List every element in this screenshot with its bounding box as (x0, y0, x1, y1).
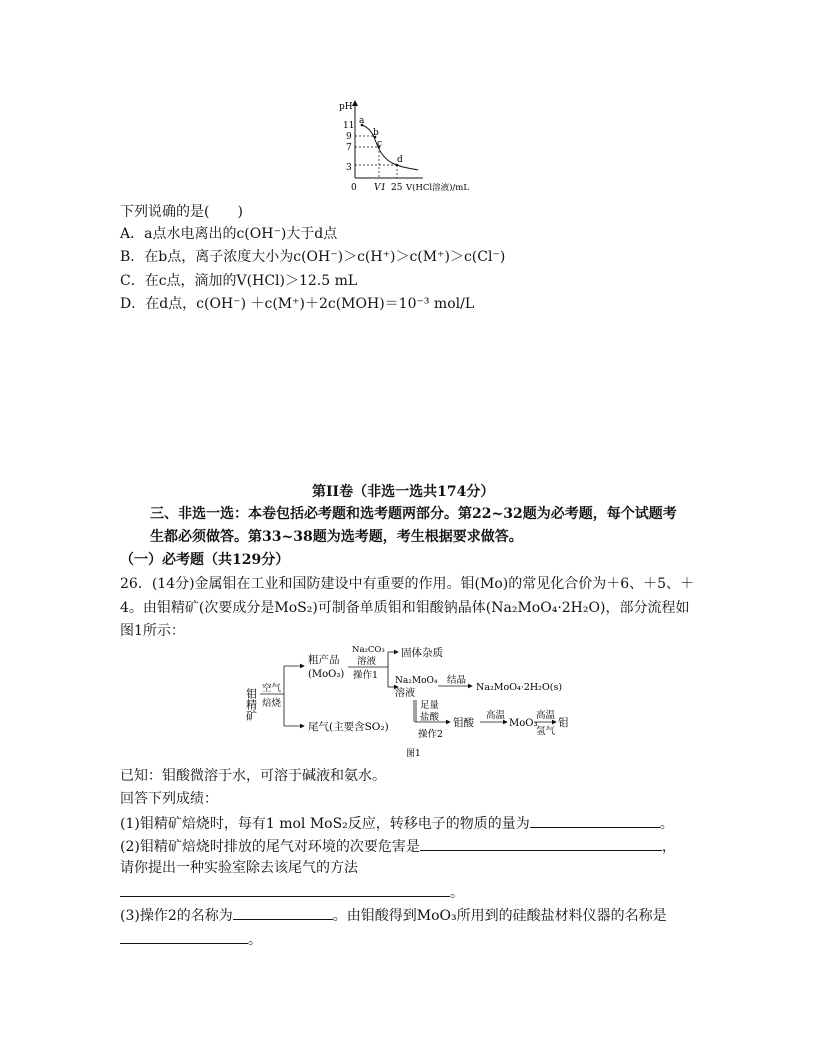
y-tick-7: 7 (346, 143, 352, 153)
section-intro-line2: 生都必须做答。第33~38题为选考题，考生根据要求做答。 (150, 529, 523, 545)
reagent1-solution: 溶液 (357, 656, 377, 667)
point-b-label: b (373, 128, 379, 138)
acid-label: 盐酸 (420, 712, 440, 723)
x-tick-0: 0 (351, 183, 357, 193)
option-d: D．在d点，c(OH⁻) ＋c(M⁺)＋2c(MOH)＝10⁻³ mol/L (120, 296, 475, 312)
sub-question-3-period: 。 (248, 932, 262, 948)
sub-question-2-method-answer (120, 882, 464, 902)
y-tick-11: 11 (343, 121, 355, 131)
sub-question-3-answer (120, 929, 262, 949)
mo-product: 钼 (558, 717, 569, 729)
y-tick-9: 9 (346, 132, 352, 142)
process-flowchart (238, 640, 578, 762)
answer-blank-4[interactable] (233, 905, 333, 920)
x-axis-label: V(HCl溶液)/mL (406, 183, 469, 193)
option-a: A．a点水电离出的c(OH⁻)大于d点 (120, 226, 338, 242)
tail-gas: 尾气(主要含SO₂) (308, 721, 389, 733)
crystal-product: Na₂MoO₄·2H₂O(s) (476, 682, 563, 693)
option-c: C．在c点，滴加的V(HCl)＞12.5 mL (120, 273, 358, 289)
titration-graph (330, 98, 480, 194)
question-stem: 下列说确的是( ) (120, 204, 243, 220)
point-c-label: c (377, 139, 383, 149)
figure-caption: 图1 (406, 749, 421, 759)
known-info: 已知：钼酸微溶于水，可溶于碱液和氨水。 (120, 768, 386, 784)
sub-question-1-text: (1)钼精矿焙烧时，每有1 mol MoS₂反应，转移电子的物质的量为 (120, 816, 530, 832)
sub-question-3-text: (3)操作2的名称为 (120, 908, 233, 924)
crude-formula: (MoO₃) (308, 669, 345, 680)
crude-product: 粗产品 (308, 654, 340, 666)
x-tick-25: 25 (391, 183, 403, 193)
point-d-label: d (397, 155, 403, 165)
sub-question-2-period: 。 (450, 885, 464, 901)
acid-amount: 足量 (420, 700, 440, 711)
answer-blank-3[interactable] (120, 882, 450, 897)
answer-blank-1[interactable] (530, 813, 660, 828)
x-tick-v1: V1 (374, 183, 387, 193)
answer-prompt: 回答下列成绩： (120, 791, 218, 807)
option-b: B．在b点，离子浓度大小为c(OH⁻)＞c(H⁺)＞c(M⁺)＞c(Cl⁻) (120, 249, 506, 265)
point-a-label: a (359, 116, 365, 126)
sub-question-2-text: (2)钼精矿焙烧时排放的尾气对环境的次要危害是 (120, 839, 420, 855)
q26-line3: 图1所示： (120, 623, 185, 639)
q26-line2: 4。由钼精矿(次要成分是MoS₂)可制备单质钼和钼酸钠晶体(Na₂MoO₄·2H₂O)，部分流程如 (120, 600, 690, 616)
titration-curve (362, 125, 418, 170)
y-tick-3: 3 (346, 163, 352, 173)
section-title: 第II卷（非选一选共174分） (312, 484, 495, 500)
sub-question-2 (120, 836, 676, 856)
sub-question-1 (120, 813, 674, 833)
heat-label: 高温 (486, 710, 506, 721)
op2-label: 操作2 (418, 729, 444, 740)
heat2-label: 高温 (536, 710, 556, 721)
roast-bottom: 焙烧 (262, 698, 282, 709)
sub-question-1-period: 。 (659, 816, 674, 832)
y-axis-arrow (352, 100, 358, 106)
op1-label: 操作1 (353, 670, 379, 681)
sub-question-3-text2: 。由钼酸得到MoO₃所用到的硅酸盐材料仪器的名称是 (332, 908, 667, 924)
solution-formula: Na₂MoO₄ (395, 676, 438, 686)
answer-blank-5[interactable] (120, 929, 248, 944)
answer-blank-2[interactable] (420, 836, 662, 851)
solution-label: 溶液 (395, 688, 415, 699)
y-axis-label: pH (339, 102, 353, 112)
molybdic-acid: 钼酸 (453, 717, 474, 729)
flow-source: 钼精矿 (244, 688, 258, 721)
hydrogen-label: 氢气 (536, 726, 556, 737)
section-subtitle: （一）必考题（共129分） (120, 552, 290, 568)
moo3-label: MoO₃ (509, 718, 538, 729)
sub-question-3 (120, 905, 667, 925)
sub-question-2-comma: ， (661, 839, 676, 855)
section-intro-line1: 三、非选一选：本卷包括必考题和选考题两部分。第22~32题为必考题，每个试题考 (150, 506, 677, 522)
solid-impurity: 固体杂质 (401, 647, 443, 659)
sub-question-2-method: 请你提出一种实验室除去该尾气的方法 (120, 860, 358, 876)
reagent1-formula: Na₂CO₃ (352, 645, 385, 655)
roast-top: 空气 (262, 683, 282, 694)
crystallize-label: 结晶 (447, 675, 467, 686)
q26-line1: 26．(14分)金属钼在工业和国防建设中有重要的作用。钼(Mo)的常见化合价为＋6、＋5、＋ (120, 576, 695, 592)
